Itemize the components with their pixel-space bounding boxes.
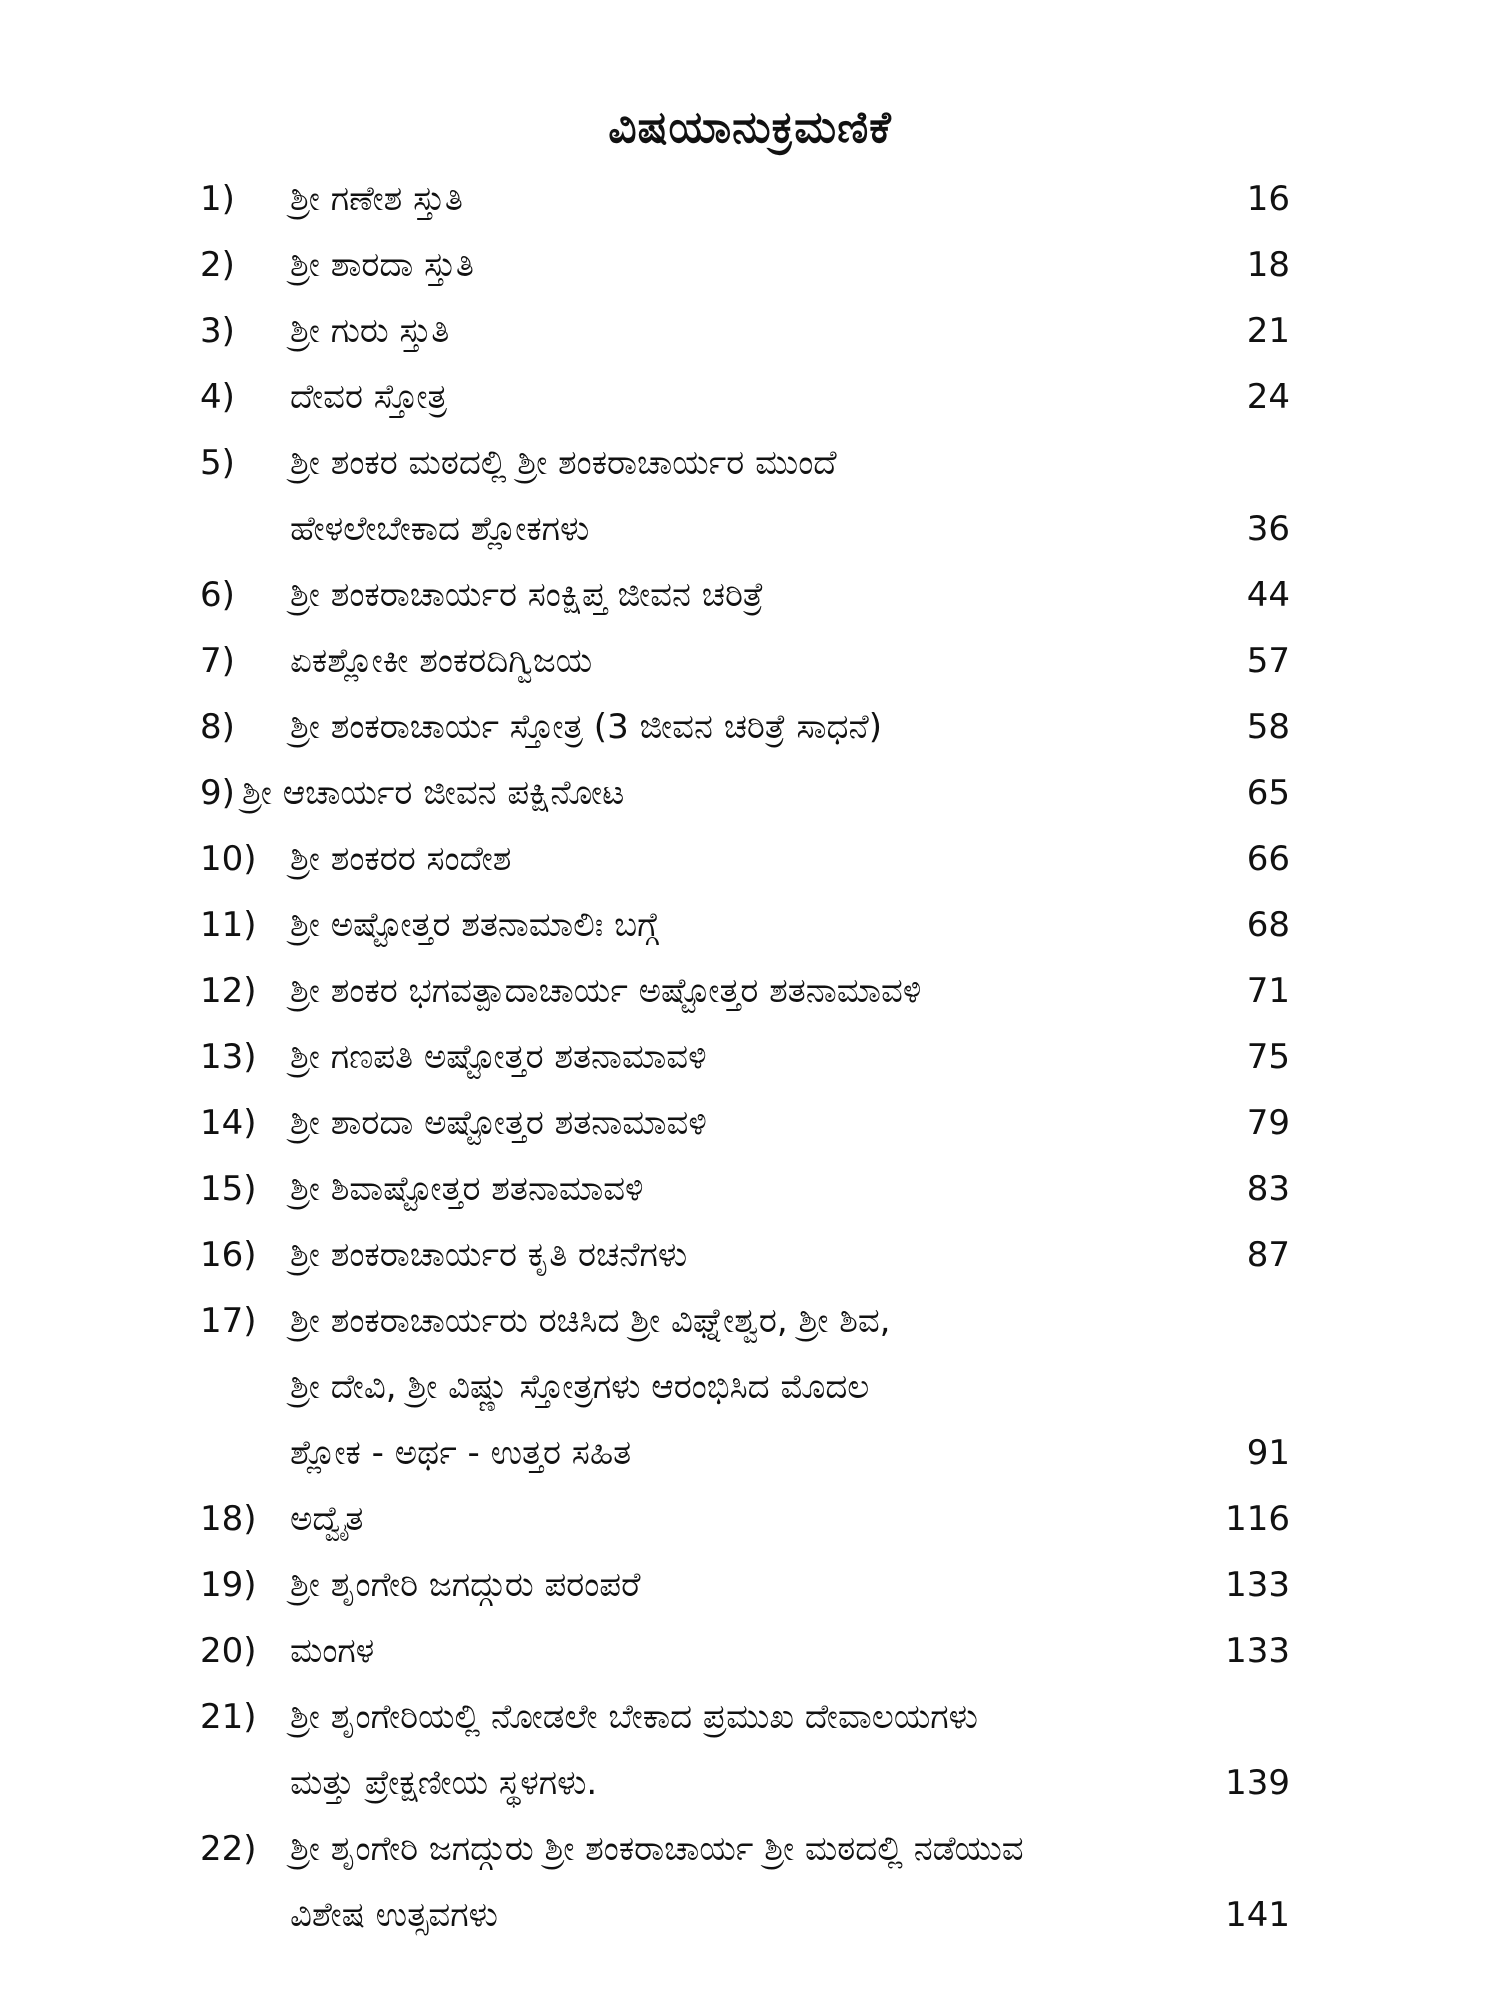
entry-page: 57 <box>1246 641 1290 681</box>
toc-entry-continuation <box>0 496 1500 562</box>
toc-entry <box>0 1288 1500 1354</box>
toc-entry <box>0 1816 1500 1882</box>
entry-number: 20) <box>200 1631 257 1671</box>
entry-number: 6) <box>200 575 235 615</box>
entry-title-line: ಮತ್ತು ಪ್ರೇಕ್ಷಣೀಯ ಸ್ಥಳಗಳು. <box>290 1763 598 1803</box>
entry-page: 139 <box>1225 1763 1290 1803</box>
entry-title-line: ಶ್ರೀ ಶೃಂಗೇರಿ ಜಗದ್ಗುರು ಶ್ರೀ ಶಂಕರಾಚಾರ್ಯ ಶ್ರೀ ಮಠದಲ್ಲಿ ನಡೆಯುವ <box>290 1829 1024 1869</box>
entry-page: 83 <box>1246 1169 1290 1209</box>
toc-entry <box>0 1222 1500 1288</box>
entry-number: 14) <box>200 1103 257 1143</box>
entry-title: ಶ್ರೀ ಶಂಕರಾಚಾರ್ಯರ ಕೃತಿ ರಚನೆಗಳು <box>290 1235 688 1275</box>
entry-title-line: ಶ್ರೀ ಶಂಕರ ಮಠದಲ್ಲಿ ಶ್ರೀ ಶಂಕರಾಚಾರ್ಯರ ಮುಂದೆ <box>290 443 837 483</box>
entry-title: ಶ್ರೀ ಆಚಾರ್ಯರ ಜೀವನ ಪಕ್ಷಿನೋಟ <box>242 773 625 813</box>
entry-title: ಮಂಗಳ <box>290 1631 375 1671</box>
entry-title-line: ಶ್ರೀ ದೇವಿ, ಶ್ರೀ ವಿಷ್ಣು ಸ್ತೋತ್ರಗಳು ಆರಂಭಿಸಿದ ಮೊದಲ <box>290 1367 870 1407</box>
entry-page: 87 <box>1246 1235 1290 1275</box>
toc-entry-continuation <box>0 1882 1500 1948</box>
entry-title-line: ವಿಶೇಷ ಉತ್ಸವಗಳು <box>290 1895 498 1935</box>
entry-page: 71 <box>1246 971 1290 1011</box>
entry-number: 10) <box>200 839 257 879</box>
entry-number: 19) <box>200 1565 257 1605</box>
entry-page: 36 <box>1246 509 1290 549</box>
entry-number: 12) <box>200 971 257 1011</box>
entry-number: 21) <box>200 1697 257 1737</box>
page-title: ವಿಷಯಾನುಕ್ರಮಣಿಕೆ <box>608 102 892 153</box>
entry-page: 21 <box>1246 311 1290 351</box>
entry-number: 5) <box>200 443 235 483</box>
toc-entry <box>0 232 1500 298</box>
entry-title: ಶ್ರೀ ಶಿವಾಷ್ಟೋತ್ತರ ಶತನಾಮಾವಳಿ <box>290 1169 644 1209</box>
entry-number: 17) <box>200 1301 257 1341</box>
toc-entry <box>0 1090 1500 1156</box>
toc-entry <box>0 166 1500 232</box>
entry-title-line: ಹೇಳಲೇಬೇಕಾದ ಶ್ಲೋಕಗಳು <box>290 509 590 549</box>
toc-entry <box>0 298 1500 364</box>
entry-title: ದೇವರ ಸ್ತೋತ್ರ <box>290 377 447 417</box>
toc-entry <box>0 826 1500 892</box>
entry-page: 141 <box>1225 1895 1290 1935</box>
entry-number: 8) <box>200 707 235 747</box>
entry-title: ಶ್ರೀ ಅಷ್ಟೋತ್ತರ ಶತನಾಮಾಲಿಃ ಬಗ್ಗೆ <box>290 905 659 945</box>
entry-number: 15) <box>200 1169 257 1209</box>
entry-title: ಶ್ರೀ ಶೃಂಗೇರಿ ಜಗದ್ಗುರು ಪರಂಪರೆ <box>290 1565 641 1605</box>
entry-number: 3) <box>200 311 235 351</box>
entry-page: 24 <box>1246 377 1290 417</box>
entry-title-line: ಶ್ರೀ ಶಂಕರಾಚಾರ್ಯರು ರಚಿಸಿದ ಶ್ರೀ ವಿಘ್ನೇಶ್ವರ, ಶ್ರೀ ಶಿವ, <box>290 1301 891 1341</box>
toc-entry <box>0 1486 1500 1552</box>
entry-page: 66 <box>1246 839 1290 879</box>
entry-page: 44 <box>1246 575 1290 615</box>
entry-title-line: ಶ್ರೀ ಶೃಂಗೇರಿಯಲ್ಲಿ ನೋಡಲೇ ಬೇಕಾದ ಪ್ರಮುಖ ದೇವಾಲಯಗಳು <box>290 1697 978 1737</box>
entry-page: 68 <box>1246 905 1290 945</box>
entry-page: 133 <box>1225 1631 1290 1671</box>
entry-number: 4) <box>200 377 235 417</box>
toc-entry <box>0 1618 1500 1684</box>
entry-number: 22) <box>200 1829 257 1869</box>
entry-page: 79 <box>1246 1103 1290 1143</box>
entry-title: ಶ್ರೀ ಶಂಕರರ ಸಂದೇಶ <box>290 839 512 879</box>
entry-number: 7) <box>200 641 235 681</box>
entry-title: ಶ್ರೀ ಗುರು ಸ್ತುತಿ <box>290 311 450 351</box>
toc-entry <box>0 430 1500 496</box>
entry-title: ಏಕಶ್ಲೋಕೀ ಶಂಕರದಿಗ್ವಿಜಯ <box>290 641 593 681</box>
toc-entry <box>0 1552 1500 1618</box>
entry-number: 9) <box>200 773 235 813</box>
toc-entry-continuation <box>0 1750 1500 1816</box>
entry-page: 16 <box>1246 179 1290 219</box>
toc-entry <box>0 1684 1500 1750</box>
entry-title: ಶ್ರೀ ಗಣಪತಿ ಅಷ್ಟೋತ್ತರ ಶತನಾಮಾವಳಿ <box>290 1037 707 1077</box>
toc-entry <box>0 1024 1500 1090</box>
entry-page: 65 <box>1246 773 1290 813</box>
entry-number: 13) <box>200 1037 257 1077</box>
entry-title: ಶ್ರೀ ಶಾರದಾ ಸ್ತುತಿ <box>290 245 474 285</box>
entry-number: 18) <box>200 1499 257 1539</box>
toc-entry <box>0 760 1500 826</box>
entry-number: 1) <box>200 179 235 219</box>
toc-entry <box>0 364 1500 430</box>
toc-entry <box>0 1156 1500 1222</box>
entry-number: 16) <box>200 1235 257 1275</box>
toc-entry <box>0 628 1500 694</box>
entry-title: ಶ್ರೀ ಗಣೇಶ ಸ್ತುತಿ <box>290 179 463 219</box>
toc-entry-continuation <box>0 1420 1500 1486</box>
entry-title: ಶ್ರೀ ಶಂಕರ ಭಗವತ್ಪಾದಾಚಾರ್ಯ ಅಷ್ಟೋತ್ತರ ಶತನಾಮಾವಳಿ <box>290 971 922 1011</box>
entry-title: ಅದ್ವೈತ <box>290 1499 364 1539</box>
entry-page: 18 <box>1246 245 1290 285</box>
entry-title: ಶ್ರೀ ಶಂಕರಾಚಾರ್ಯರ ಸಂಕ್ಷಿಪ್ತ ಜೀವನ ಚರಿತ್ರೆ <box>290 575 764 615</box>
toc-entry <box>0 694 1500 760</box>
entry-page: 91 <box>1246 1433 1290 1473</box>
entry-page: 133 <box>1225 1565 1290 1605</box>
toc-entry <box>0 958 1500 1024</box>
toc-entry <box>0 892 1500 958</box>
toc-entry <box>0 562 1500 628</box>
entry-page: 58 <box>1246 707 1290 747</box>
entry-number: 2) <box>200 245 235 285</box>
entry-title-line: ಶ್ಲೋಕ - ಅರ್ಥ - ಉತ್ತರ ಸಹಿತ <box>290 1433 632 1473</box>
toc-entry-continuation <box>0 1354 1500 1420</box>
entry-title: ಶ್ರೀ ಶಂಕರಾಚಾರ್ಯ ಸ್ತೋತ್ರ (3 ಜೀವನ ಚರಿತ್ರೆ ಸಾಧನೆ) <box>290 707 883 747</box>
entry-title: ಶ್ರೀ ಶಾರದಾ ಅಷ್ಟೋತ್ತರ ಶತನಾಮಾವಳಿ <box>290 1103 707 1143</box>
entry-number: 11) <box>200 905 257 945</box>
entry-page: 75 <box>1246 1037 1290 1077</box>
entry-page: 116 <box>1225 1499 1290 1539</box>
